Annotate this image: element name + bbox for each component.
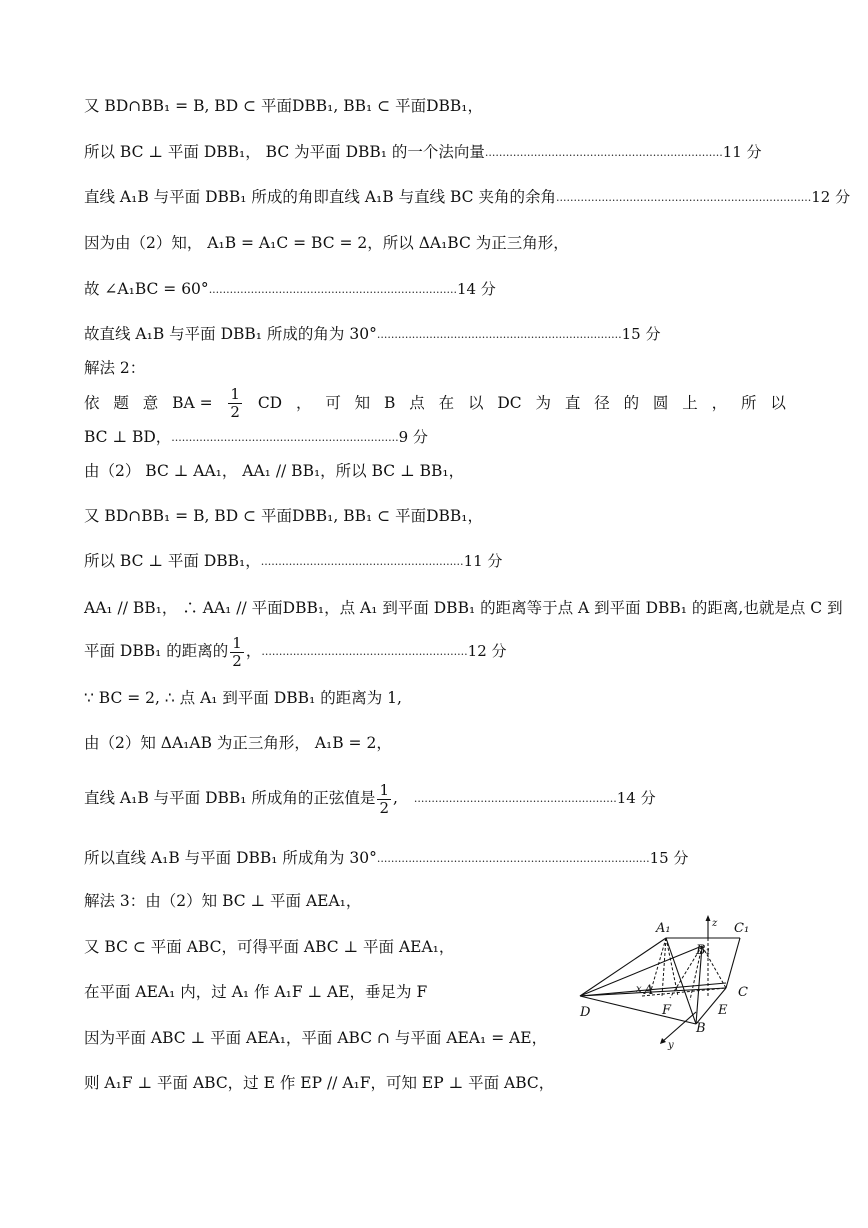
leader-dots: .......................................................... [260, 555, 464, 568]
label-E: E [718, 1003, 728, 1018]
word: 为 [535, 394, 551, 412]
score-label: 14 分 [456, 280, 496, 298]
word: 的 [623, 394, 640, 412]
label-y: y [668, 1040, 674, 1050]
score-label: 12 分 [467, 642, 507, 660]
word: ， [295, 394, 312, 412]
fraction-denominator: 2 [232, 651, 242, 670]
line-text: 所以直线 A₁B 与平面 DBB₁ 所成角为 30° [84, 849, 377, 867]
label-C: C [738, 985, 748, 1000]
label-F: F [662, 1003, 672, 1018]
text-line: ∵ BC = 2, ∴ 点 A₁ 到平面 DBB₁ 的距离为 1, [84, 689, 402, 707]
text-line [84, 848, 688, 869]
word: B [384, 394, 396, 412]
word: 知 [354, 394, 371, 412]
leader-dots: ........................................................... [261, 645, 468, 658]
score-label: 12 分 [811, 188, 851, 206]
text-line [84, 279, 496, 300]
method-heading: 解法 2： [84, 359, 146, 377]
word: 以 [770, 394, 786, 412]
label-A1: A₁ [656, 921, 671, 936]
label-B1: B₁ [696, 943, 711, 958]
word: 点 [409, 394, 425, 412]
text-line: 由（2）知 ΔA₁AB 为正三角形， A₁B = 2， [84, 734, 392, 752]
label-B: B [696, 1021, 706, 1036]
score-label: 9 分 [398, 428, 428, 446]
word: 圆 [652, 394, 669, 412]
method-heading: 解法 3：由（2）知 BC ⊥ 平面 AEA₁， [84, 892, 362, 910]
word: 在 [438, 394, 455, 412]
text-line: 因为平面 ABC ⊥ 平面 AEA₁，平面 ABC ∩ 与平面 AEA₁ = AE， [84, 1029, 548, 1047]
text-line: 由（2） BC ⊥ AA₁， AA₁ // BB₁，所以 BC ⊥ BB₁， [84, 462, 465, 480]
word: ， [711, 394, 728, 412]
word: CD [257, 394, 283, 412]
leader-dots: ................................................................. [171, 431, 399, 444]
leader-dots: .............................................................................. [376, 852, 650, 865]
punctuation: , [392, 789, 398, 807]
word: 所 [741, 394, 757, 412]
leader-dots: ...................................................................... [376, 328, 622, 341]
line-text: 故直线 A₁B 与平面 DBB₁ 所成的角为 30° [84, 325, 377, 343]
word: 径 [594, 394, 610, 412]
fraction [228, 386, 242, 421]
line-text: 所以 BC ⊥ 平面 DBB₁， [84, 552, 261, 570]
text-line: 因为由（2）知， A₁B = A₁C = BC = 2，所以 ΔA₁BC 为正三角形， [84, 234, 569, 252]
line-text: BC ⊥ BD， [84, 428, 172, 446]
text-line: 又 BD∩BB₁ = B, BD ⊂ 平面DBB₁, BB₁ ⊂ 平面DBB₁， [84, 507, 484, 525]
score-label: 11 分 [722, 143, 762, 161]
word: DC [497, 394, 522, 412]
fraction-numerator: 1 [232, 633, 242, 652]
text-line [84, 551, 502, 572]
text-line: 在平面 AEA₁ 内，过 A₁ 作 A₁F ⊥ AE，垂足为 F [84, 983, 428, 1001]
word: 以 [467, 394, 484, 412]
text-line: 又 BD∩BB₁ = B, BD ⊂ 平面DBB₁, BB₁ ⊂ 平面DBB₁， [84, 97, 484, 115]
fraction [230, 635, 244, 670]
score-label: 15 分 [649, 849, 689, 867]
leader-dots: .......................................................... [413, 792, 617, 805]
fraction-numerator: 1 [230, 384, 240, 403]
fraction-numerator: 1 [379, 780, 389, 799]
line-text: 直线 A₁B 与平面 DBB₁ 所成的角即直线 A₁B 与直线 BC 夹角的余角 [84, 188, 556, 206]
word: 可 [325, 394, 341, 412]
word: 题 [113, 394, 129, 412]
text-line [84, 324, 660, 345]
line-text: 故 ∠A₁BC = 60° [84, 280, 209, 298]
text-line [84, 187, 850, 208]
score-label: 11 分 [463, 552, 503, 570]
justified-text-line [84, 384, 786, 422]
text-line: AA₁ // BB₁， ∴ AA₁ // 平面DBB₁，点 A₁ 到平面 DBB₁ 的距离等于点 A 到平面 DBB₁ 的距离,也就是点 C 到 [84, 599, 843, 617]
label-x: x [636, 984, 642, 995]
text-line: 则 A₁F ⊥ 平面 ABC，过 E 作 EP // A₁F，可知 EP ⊥ 平面 ABC， [84, 1074, 555, 1092]
line-text: 直线 A₁B 与平面 DBB₁ 所成角的正弦值是 [84, 789, 376, 807]
fraction-denominator: 2 [230, 402, 240, 421]
text-line [84, 779, 656, 818]
geometry-figure [576, 914, 776, 1050]
punctuation: ， [245, 642, 262, 660]
word: 依 [84, 394, 100, 412]
word: 意 [142, 394, 159, 412]
text-line [84, 142, 762, 163]
leader-dots: ....................................................................... [208, 283, 457, 296]
word: BA = [172, 394, 213, 412]
text-line [84, 632, 507, 671]
leader-dots: .................................................................... [484, 146, 723, 159]
label-C1: C₁ [734, 921, 750, 936]
word: 直 [564, 394, 581, 412]
score-label: 14 分 [616, 789, 656, 807]
label-D: D [580, 1005, 591, 1020]
label-z: z [712, 918, 718, 929]
score-label: 15 分 [621, 325, 661, 343]
label-A: A [644, 983, 654, 998]
fraction [377, 782, 391, 817]
text-line: 又 BC ⊂ 平面 ABC，可得平面 ABC ⊥ 平面 AEA₁， [84, 938, 455, 956]
line-text: 所以 BC ⊥ 平面 DBB₁， BC 为平面 DBB₁ 的一个法向量 [84, 143, 485, 161]
text-line [84, 427, 428, 448]
leader-dots: ......................................................................... [555, 191, 812, 204]
word: 上 [682, 394, 698, 412]
fraction-denominator: 2 [379, 798, 389, 817]
line-text: 平面 DBB₁ 的距离的 [84, 642, 229, 660]
